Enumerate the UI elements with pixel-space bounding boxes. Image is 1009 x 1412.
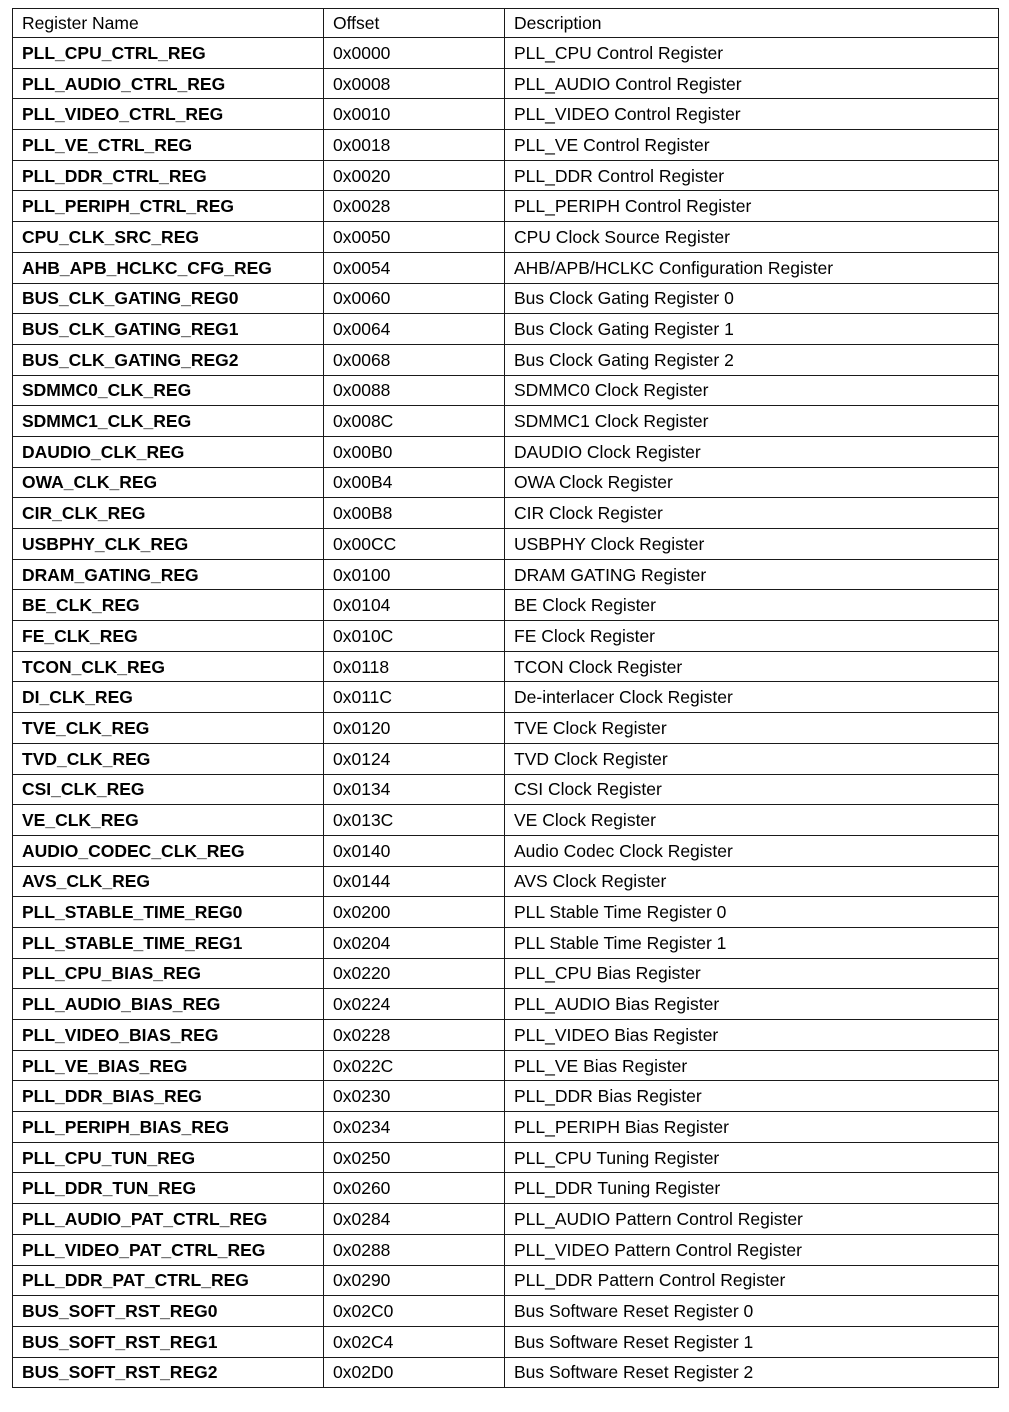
register-name-cell: USBPHY_CLK_REG [13,529,324,560]
table-row [13,1050,999,1081]
register-name-cell: PLL_CPU_BIAS_REG [13,958,324,989]
table-row [13,130,999,161]
table-row [13,1112,999,1143]
offset-cell: 0x0010 [324,99,505,130]
register-name-cell: BUS_SOFT_RST_REG2 [13,1357,324,1388]
register-name-cell: PLL_DDR_TUN_REG [13,1173,324,1204]
offset-cell: 0x0230 [324,1081,505,1112]
table-header [13,9,999,38]
description-cell: PLL_PERIPH Control Register [505,191,999,222]
register-name-cell: BUS_SOFT_RST_REG0 [13,1296,324,1327]
table-row [13,774,999,805]
register-name-cell: AUDIO_CODEC_CLK_REG [13,835,324,866]
register-name-cell: PLL_VIDEO_CTRL_REG [13,99,324,130]
description-cell: TVE Clock Register [505,713,999,744]
description-cell: VE Clock Register [505,805,999,836]
description-cell: Bus Clock Gating Register 2 [505,344,999,375]
offset-cell: 0x0000 [324,38,505,69]
table-row [13,1326,999,1357]
description-cell: USBPHY Clock Register [505,529,999,560]
table-body [13,38,999,1388]
offset-cell: 0x0204 [324,927,505,958]
offset-cell: 0x0020 [324,160,505,191]
offset-cell: 0x0250 [324,1142,505,1173]
description-cell: CPU Clock Source Register [505,222,999,253]
register-name-cell: CSI_CLK_REG [13,774,324,805]
description-cell: OWA Clock Register [505,467,999,498]
offset-cell: 0x00B8 [324,498,505,529]
register-name-cell: TVE_CLK_REG [13,713,324,744]
offset-cell: 0x0290 [324,1265,505,1296]
table-row [13,498,999,529]
register-name-cell: AHB_APB_HCLKC_CFG_REG [13,252,324,283]
table-row [13,1204,999,1235]
offset-cell: 0x0200 [324,897,505,928]
offset-cell: 0x0060 [324,283,505,314]
description-cell: Bus Software Reset Register 2 [505,1357,999,1388]
offset-cell: 0x011C [324,682,505,713]
offset-cell: 0x0260 [324,1173,505,1204]
offset-cell: 0x0054 [324,252,505,283]
table-row [13,866,999,897]
offset-cell: 0x0220 [324,958,505,989]
description-cell: PLL_DDR Tuning Register [505,1173,999,1204]
offset-cell: 0x0134 [324,774,505,805]
table-row [13,314,999,345]
register-name-cell: PLL_VE_CTRL_REG [13,130,324,161]
table-row [13,989,999,1020]
offset-cell: 0x0284 [324,1204,505,1235]
offset-cell: 0x00B4 [324,467,505,498]
description-cell: PLL_AUDIO Bias Register [505,989,999,1020]
table-row [13,621,999,652]
offset-cell: 0x0144 [324,866,505,897]
register-name-cell: FE_CLK_REG [13,621,324,652]
offset-cell: 0x0008 [324,68,505,99]
table-row [13,651,999,682]
table-row [13,344,999,375]
offset-cell: 0x0224 [324,989,505,1020]
register-name-cell: CIR_CLK_REG [13,498,324,529]
offset-cell: 0x00CC [324,529,505,560]
description-cell: PLL Stable Time Register 0 [505,897,999,928]
table-row [13,590,999,621]
description-cell: SDMMC1 Clock Register [505,406,999,437]
table-row [13,68,999,99]
description-cell: PLL_CPU Tuning Register [505,1142,999,1173]
register-name-cell: PLL_VIDEO_PAT_CTRL_REG [13,1234,324,1265]
register-name-cell: PLL_AUDIO_PAT_CTRL_REG [13,1204,324,1235]
register-name-cell: PLL_CPU_TUN_REG [13,1142,324,1173]
offset-cell: 0x02C0 [324,1296,505,1327]
register-name-cell: OWA_CLK_REG [13,467,324,498]
description-cell: PLL_PERIPH Bias Register [505,1112,999,1143]
offset-cell: 0x0050 [324,222,505,253]
description-cell: PLL_AUDIO Control Register [505,68,999,99]
offset-cell: 0x02D0 [324,1357,505,1388]
description-cell: De-interlacer Clock Register [505,682,999,713]
description-cell: FE Clock Register [505,621,999,652]
register-name-cell: PLL_DDR_BIAS_REG [13,1081,324,1112]
offset-cell: 0x0228 [324,1020,505,1051]
table-row [13,1234,999,1265]
column-header-register-name: Register Name [13,9,324,38]
offset-cell: 0x008C [324,406,505,437]
column-header-description: Description [505,9,999,38]
table-row [13,283,999,314]
offset-cell: 0x0120 [324,713,505,744]
offset-cell: 0x02C4 [324,1326,505,1357]
description-cell: Bus Clock Gating Register 1 [505,314,999,345]
table-row [13,529,999,560]
table-row [13,252,999,283]
register-name-cell: BUS_SOFT_RST_REG1 [13,1326,324,1357]
offset-cell: 0x0028 [324,191,505,222]
description-cell: TCON Clock Register [505,651,999,682]
table-row [13,835,999,866]
register-name-cell: SDMMC0_CLK_REG [13,375,324,406]
register-name-cell: BUS_CLK_GATING_REG2 [13,344,324,375]
table-row [13,375,999,406]
description-cell: Bus Software Reset Register 0 [505,1296,999,1327]
offset-cell: 0x022C [324,1050,505,1081]
register-name-cell: AVS_CLK_REG [13,866,324,897]
register-name-cell: PLL_PERIPH_BIAS_REG [13,1112,324,1143]
description-cell: SDMMC0 Clock Register [505,375,999,406]
register-name-cell: PLL_VIDEO_BIAS_REG [13,1020,324,1051]
description-cell: TVD Clock Register [505,743,999,774]
table-row [13,713,999,744]
table-row [13,1173,999,1204]
table-row [13,99,999,130]
table-row [13,958,999,989]
register-name-cell: CPU_CLK_SRC_REG [13,222,324,253]
table-row [13,38,999,69]
description-cell: PLL_DDR Bias Register [505,1081,999,1112]
description-cell: DRAM GATING Register [505,559,999,590]
description-cell: PLL_DDR Control Register [505,160,999,191]
register-name-cell: PLL_AUDIO_BIAS_REG [13,989,324,1020]
offset-cell: 0x0288 [324,1234,505,1265]
register-name-cell: PLL_AUDIO_CTRL_REG [13,68,324,99]
offset-cell: 0x013C [324,805,505,836]
description-cell: PLL_CPU Control Register [505,38,999,69]
register-name-cell: BUS_CLK_GATING_REG1 [13,314,324,345]
table-row [13,1142,999,1173]
register-name-cell: BUS_CLK_GATING_REG0 [13,283,324,314]
description-cell: Audio Codec Clock Register [505,835,999,866]
description-cell: DAUDIO Clock Register [505,436,999,467]
register-name-cell: PLL_STABLE_TIME_REG1 [13,927,324,958]
register-name-cell: VE_CLK_REG [13,805,324,836]
offset-cell: 0x0100 [324,559,505,590]
table-row [13,406,999,437]
table-row [13,222,999,253]
table-row [13,436,999,467]
table-row [13,1357,999,1388]
offset-cell: 0x0068 [324,344,505,375]
register-name-cell: PLL_DDR_CTRL_REG [13,160,324,191]
description-cell: PLL_VE Control Register [505,130,999,161]
table-row [13,1265,999,1296]
description-cell: Bus Clock Gating Register 0 [505,283,999,314]
header-row [13,9,999,38]
table-row [13,191,999,222]
table-row [13,1081,999,1112]
table-row [13,559,999,590]
table-row [13,805,999,836]
register-name-cell: DAUDIO_CLK_REG [13,436,324,467]
table-row [13,1020,999,1051]
register-name-cell: PLL_VE_BIAS_REG [13,1050,324,1081]
table-row [13,897,999,928]
description-cell: CIR Clock Register [505,498,999,529]
register-name-cell: PLL_PERIPH_CTRL_REG [13,191,324,222]
register-name-cell: TCON_CLK_REG [13,651,324,682]
register-name-cell: SDMMC1_CLK_REG [13,406,324,437]
description-cell: AHB/APB/HCLKC Configuration Register [505,252,999,283]
description-cell: Bus Software Reset Register 1 [505,1326,999,1357]
register-name-cell: PLL_STABLE_TIME_REG0 [13,897,324,928]
table-row [13,1296,999,1327]
description-cell: PLL_VIDEO Bias Register [505,1020,999,1051]
description-cell: AVS Clock Register [505,866,999,897]
register-name-cell: DI_CLK_REG [13,682,324,713]
description-cell: PLL_VE Bias Register [505,1050,999,1081]
table-row [13,160,999,191]
offset-cell: 0x0140 [324,835,505,866]
register-name-cell: BE_CLK_REG [13,590,324,621]
description-cell: PLL_VIDEO Control Register [505,99,999,130]
table-row [13,467,999,498]
description-cell: PLL_CPU Bias Register [505,958,999,989]
offset-cell: 0x0088 [324,375,505,406]
offset-cell: 0x0124 [324,743,505,774]
offset-cell: 0x010C [324,621,505,652]
offset-cell: 0x00B0 [324,436,505,467]
description-cell: PLL_AUDIO Pattern Control Register [505,1204,999,1235]
offset-cell: 0x0234 [324,1112,505,1143]
register-name-cell: PLL_CPU_CTRL_REG [13,38,324,69]
register-table [12,8,999,1388]
offset-cell: 0x0104 [324,590,505,621]
description-cell: PLL Stable Time Register 1 [505,927,999,958]
table-row [13,682,999,713]
offset-cell: 0x0018 [324,130,505,161]
description-cell: CSI Clock Register [505,774,999,805]
register-name-cell: TVD_CLK_REG [13,743,324,774]
register-name-cell: DRAM_GATING_REG [13,559,324,590]
table-row [13,743,999,774]
description-cell: BE Clock Register [505,590,999,621]
description-cell: PLL_VIDEO Pattern Control Register [505,1234,999,1265]
column-header-offset: Offset [324,9,505,38]
table-row [13,927,999,958]
offset-cell: 0x0118 [324,651,505,682]
register-name-cell: PLL_DDR_PAT_CTRL_REG [13,1265,324,1296]
offset-cell: 0x0064 [324,314,505,345]
description-cell: PLL_DDR Pattern Control Register [505,1265,999,1296]
